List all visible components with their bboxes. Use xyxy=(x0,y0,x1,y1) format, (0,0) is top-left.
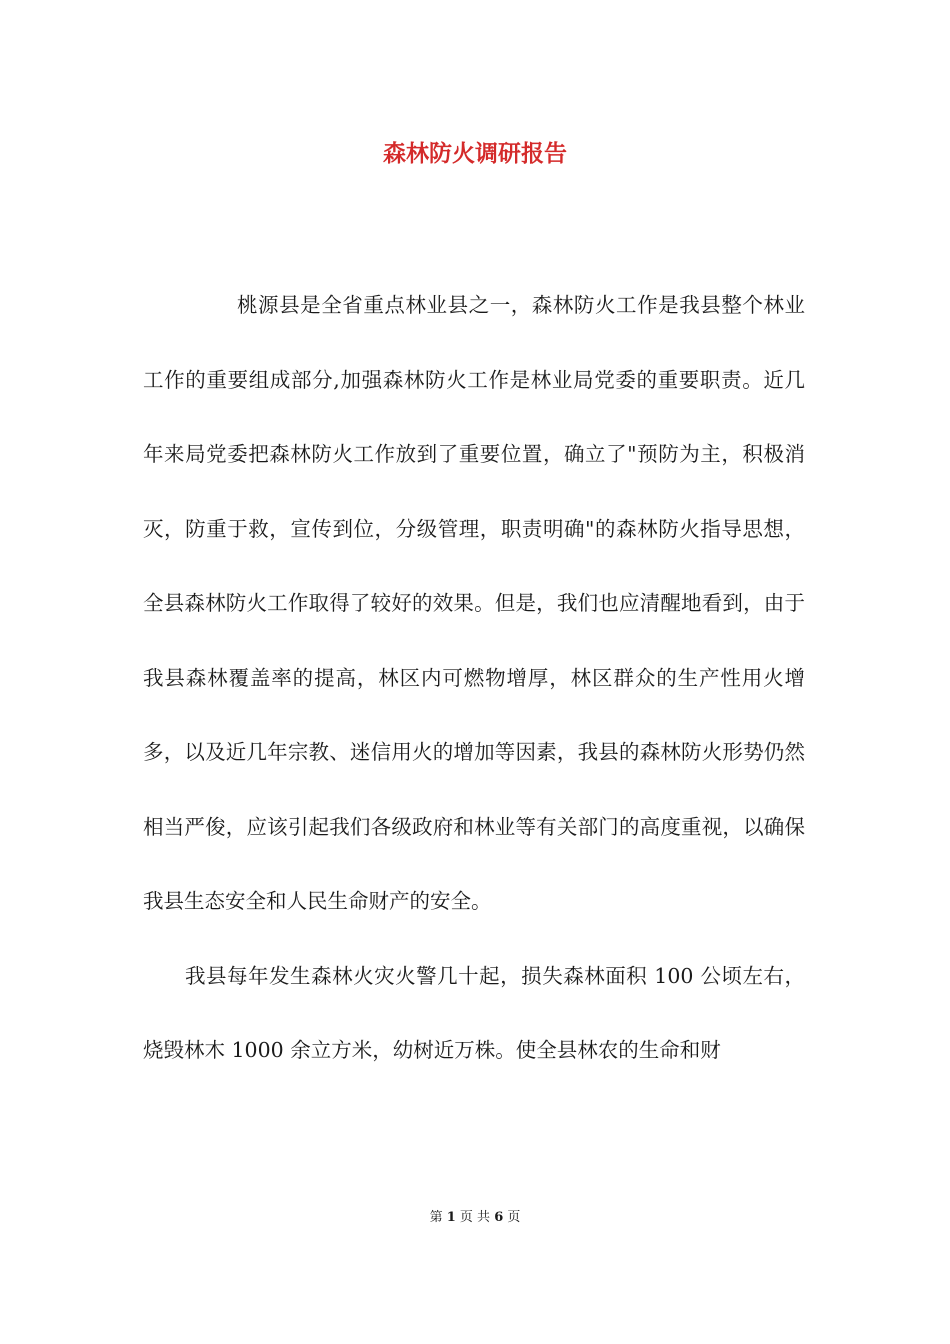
paragraph-1: 桃源县是全省重点林业县之一，森林防火工作是我县整个林业工作的重要组成部分,加强森林防火工作是林业局党委的重要职责。近几年来局党委把森林防火工作放到了重要位置，确立了"预防为主，积极消灭，防重于救，宣传到位，分级管理，职责明确"的森林防火指导思想，全县森林防火工作取得了较好的效果。但是，我们也应清醒地看到，由于我县森林覆盖率的提高，林区内可燃物增厚，林区群众的生产性用火增多，以及近几年宗教、迷信用火的增加等因素，我县的森林防火形势仍然相当严俊，应该引起我们各级政府和林业等有关部门的高度重视，以确保我县生态安全和人民生命财产的安全。 xyxy=(143,293,805,913)
document-body xyxy=(143,268,805,1088)
page-footer xyxy=(0,1206,950,1230)
footer-current-page: 1 xyxy=(446,1210,456,1225)
footer-suffix: 页 xyxy=(507,1210,521,1225)
document-title: 森林防火调研报告 xyxy=(383,140,567,167)
footer-middle: 页 共 xyxy=(459,1210,491,1225)
footer-prefix: 第 xyxy=(429,1210,443,1225)
footer-total-pages: 6 xyxy=(494,1210,504,1225)
paragraph-2: 我县每年发生森林火灾火警几十起，损失森林面积 100 公顷左右，烧毁林木 1000 余立方米，幼树近万株。使全县林农的生命和财 xyxy=(143,963,805,1062)
